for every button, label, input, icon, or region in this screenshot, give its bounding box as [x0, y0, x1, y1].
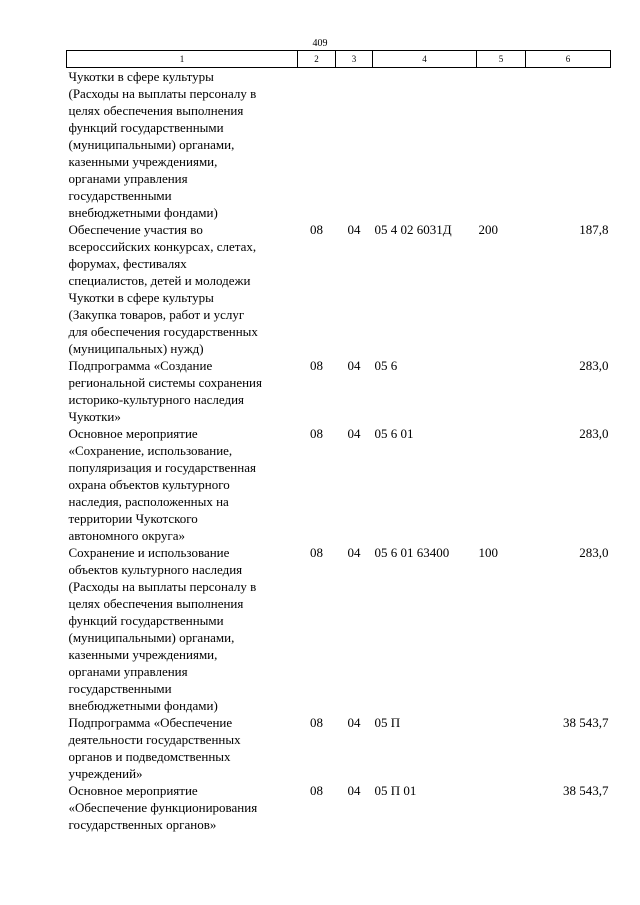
row-name-line: функций государственными [68, 613, 224, 628]
row-name-line: (Расходы на выплаты персоналу в [68, 579, 257, 594]
amount: 38 543,7 [563, 715, 609, 730]
column-header-1: 1 [67, 51, 298, 68]
row-name-line: (Закупка товаров, работ и услуг [68, 307, 245, 322]
row-name [67, 425, 298, 544]
subsection-code: 04 [347, 545, 361, 560]
row-name [67, 544, 298, 714]
section-code: 08 [310, 426, 323, 441]
row-name-line: Обеспечение участия во [68, 222, 203, 237]
row-name-line: деятельности государственных [68, 732, 241, 747]
table-row [67, 221, 611, 357]
subsection-code [336, 68, 373, 222]
row-name-line: (Расходы на выплаты персоналу в [68, 86, 257, 101]
row-name-line: территории Чукотского [68, 511, 198, 526]
expense-type-code: 100 [478, 545, 498, 560]
row-name-line: Подпрограмма «Обеспечение [68, 715, 233, 730]
row-name-line: внебюджетными фондами) [68, 698, 218, 713]
expense-type-code [477, 357, 526, 425]
section-code: 08 [310, 545, 323, 560]
column-header-4: 4 [373, 51, 477, 68]
target-article-code: 05 6 [374, 358, 398, 373]
row-name-line: региональной системы сохранения [68, 375, 262, 390]
row-name-line: специалистов, детей и молодежи [68, 273, 251, 288]
page-number: 409 [312, 38, 328, 49]
row-name-line: функций государственными [68, 120, 224, 135]
section-code: 08 [310, 715, 323, 730]
amount: 283,0 [579, 545, 609, 560]
table-row [67, 714, 611, 782]
column-header-2: 2 [298, 51, 336, 68]
row-name-line: государственными [68, 188, 172, 203]
row-name-line: внебюджетными фондами) [68, 205, 218, 220]
expense-type-code: 200 [478, 222, 498, 237]
row-name-line: государственными [68, 681, 172, 696]
section-code: 08 [310, 783, 323, 798]
row-name-line: Чукотки» [68, 409, 121, 424]
row-name-line: Сохранение и использование [68, 545, 230, 560]
expense-type-code [477, 425, 526, 544]
row-name [67, 714, 298, 782]
target-article-code: 05 П [374, 715, 401, 730]
row-name-line: государственных органов» [68, 817, 217, 832]
subsection-code: 04 [347, 783, 361, 798]
expense-type-code [477, 714, 526, 782]
row-name-line: «Сохранение, использование, [68, 443, 233, 458]
section-code: 08 [310, 222, 323, 237]
target-article-code: 05 4 02 6031Д [374, 222, 452, 237]
table-row [67, 425, 611, 544]
row-name-line: целях обеспечения выполнения [68, 596, 244, 611]
row-name-line: органами управления [68, 664, 188, 679]
amount: 38 543,7 [563, 783, 609, 798]
row-name-line: «Обеспечение функционирования [68, 800, 258, 815]
target-article-code: 05 6 01 63400 [374, 545, 450, 560]
table-row [67, 357, 611, 425]
row-name-line: (муниципальных) нужд) [68, 341, 204, 356]
subsection-code: 04 [347, 358, 361, 373]
table-header-row [67, 51, 611, 68]
row-name-line: объектов культурного наследия [68, 562, 243, 577]
row-name-line: Основное мероприятие [68, 783, 198, 798]
row-name [67, 357, 298, 425]
row-name-line: популяризация и государственная [68, 460, 256, 475]
table-body [67, 68, 611, 834]
row-name-line: органами управления [68, 171, 188, 186]
column-header-6: 6 [526, 51, 611, 68]
row-name-line: автономного округа» [68, 528, 185, 543]
subsection-code: 04 [347, 426, 361, 441]
row-name-line: учреждений» [68, 766, 143, 781]
table-row [67, 782, 611, 833]
column-header-3: 3 [336, 51, 373, 68]
table-row [67, 544, 611, 714]
row-name-line: для обеспечения государственных [68, 324, 258, 339]
row-name-line: Подпрограмма «Создание [68, 358, 213, 373]
row-name-line: (муниципальными) органами, [68, 630, 235, 645]
row-name-line: всероссийских конкурсах, слетах, [68, 239, 257, 254]
expense-type-code [477, 782, 526, 833]
target-article-code [373, 68, 477, 222]
amount: 283,0 [579, 358, 609, 373]
amount: 187,8 [579, 222, 609, 237]
row-name-line: наследия, расположенных на [68, 494, 229, 509]
row-name-line: форумах, фестивалях [68, 256, 187, 271]
row-name-line: охрана объектов культурного [68, 477, 230, 492]
expense-type-code [477, 68, 526, 222]
amount [526, 68, 611, 222]
row-name-line: Чукотки в сфере культуры [68, 69, 214, 84]
target-article-code: 05 6 01 [374, 426, 414, 441]
row-name [67, 221, 298, 357]
row-name-line: казенными учреждениями, [68, 647, 218, 662]
row-name-line: (муниципальными) органами, [68, 137, 235, 152]
amount: 283,0 [579, 426, 609, 441]
subsection-code: 04 [347, 715, 361, 730]
row-name-line: историко-культурного наследия [68, 392, 245, 407]
row-name-line: Основное мероприятие [68, 426, 198, 441]
section-code: 08 [310, 358, 323, 373]
row-name-line: целях обеспечения выполнения [68, 103, 244, 118]
budget-table [66, 50, 611, 833]
target-article-code: 05 П 01 [374, 783, 417, 798]
row-name-line: казенными учреждениями, [68, 154, 218, 169]
section-code [298, 68, 336, 222]
row-name [67, 782, 298, 833]
row-name-line: органов и подведомственных [68, 749, 231, 764]
table-row [67, 68, 611, 222]
row-name-line: Чукотки в сфере культуры [68, 290, 214, 305]
column-header-5: 5 [477, 51, 526, 68]
row-name [67, 68, 298, 222]
subsection-code: 04 [347, 222, 361, 237]
